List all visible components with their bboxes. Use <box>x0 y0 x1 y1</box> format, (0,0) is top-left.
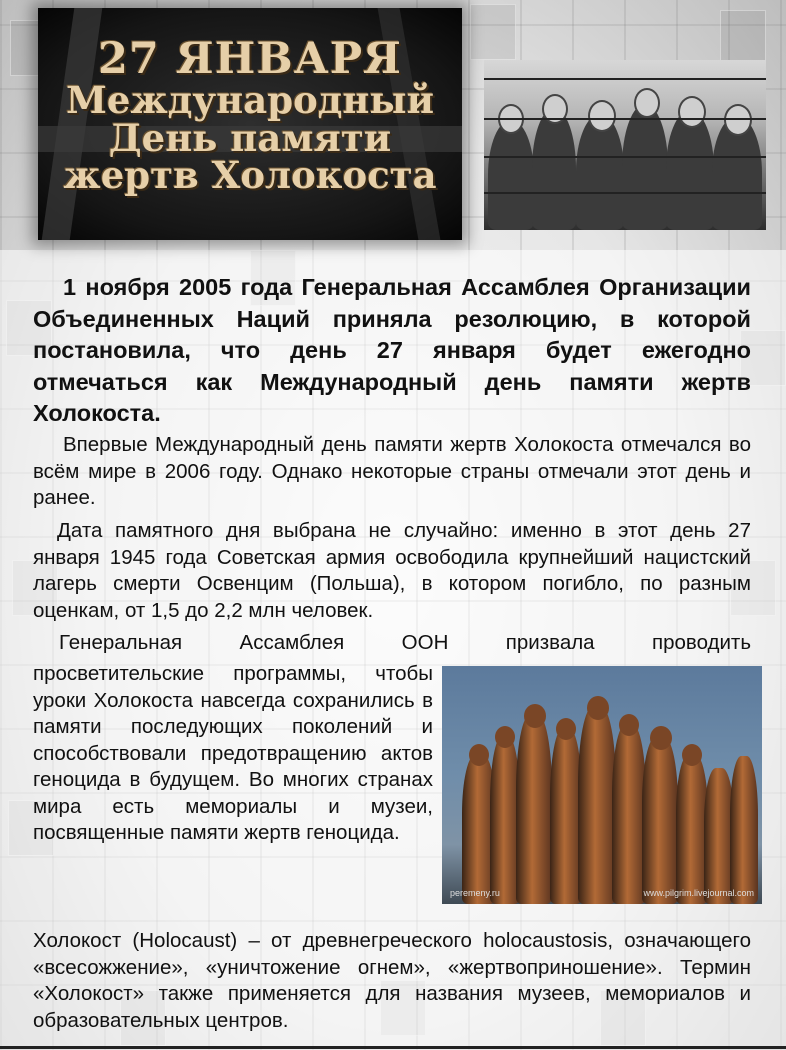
banner-title <box>38 34 462 198</box>
memorial-sculpture-photo <box>442 666 762 904</box>
banner-line-day: День памяти <box>108 115 392 160</box>
banner-date: 27 ЯНВАРЯ <box>98 34 402 84</box>
un-call-line: Генеральная Ассамблея ООН призвала проводить <box>59 631 751 654</box>
first-observance-paragraph: Впервые Международный день памяти жертв Холокоста отмечался во всём мире в 2006 году. Однако некоторые страны отмечали этот день и ранее. <box>33 433 751 509</box>
title-banner <box>38 8 462 240</box>
etymology-paragraph: Холокост (Holocaust) – от древнегреческого holocaustosis, означающего «всесожжение», «уничтожение огнем», «жертвоприношение». Термин «Холокост» также применяется для названия музеев, мемориалов и образовательных центров. <box>33 929 751 1032</box>
banner-line-victims: жертв Холокоста <box>63 153 437 198</box>
date-choice-paragraph: Дата памятного дня выбрана не случайно: именно в этот день 27 января 1945 года Советская армия освободила крупнейший нацистский лагерь смерти Освенцим (Польша), в котором погибло, по разным оценкам, от 1,5 до 2,2 млн человек. <box>33 519 751 622</box>
bottom-divider <box>0 1046 786 1049</box>
children-behind-barbed-wire-photo <box>484 60 766 230</box>
banner-line-international: Международный <box>65 77 435 122</box>
resolution-paragraph: 1 ноября 2005 года Генеральная Ассамблея Организации Объединенных Наций приняла резолюцию, в которой постановила, что день 27 января будет ежегодно отмечаться как Международный день памяти жертв Холокоста. <box>33 274 751 426</box>
photo-caption-left: peremeny.ru <box>450 888 500 898</box>
photo-caption-right: www.pilgrim.livejournal.com <box>643 888 754 898</box>
un-call-paragraph: просветительские программы, чтобы уроки Холокоста навсегда сохранились в памяти последующих поколений и способствовали предотвращению актов геноцида в будущем. Во многих странах мира есть мемориалы и музеи, посвященные памяти жертв геноцида. <box>33 662 433 844</box>
